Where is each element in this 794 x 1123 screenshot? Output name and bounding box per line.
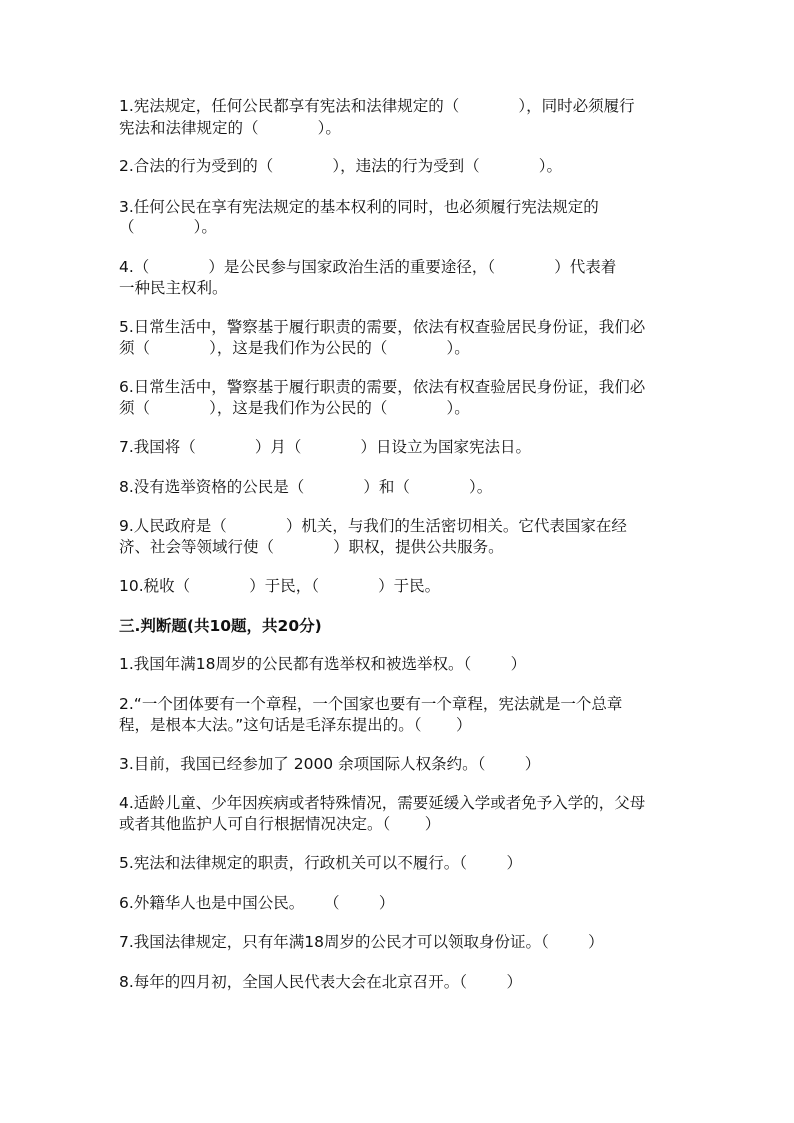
- fill-question-9-line-2: 济、社会等领域行使（ ）职权，提供公共服务。: [119, 538, 504, 556]
- fill-question-1-line-1: 1.宪法规定，任何公民都享有宪法和法律规定的（ ），同时必须履行: [119, 97, 635, 115]
- fill-question-10-line-1: 10.税收（ ）于民，（ ）于民。: [119, 577, 441, 595]
- fill-question-9-line-1: 9.人民政府是（ ）机关，与我们的生活密切相关。它代表国家在经: [119, 517, 627, 535]
- tf-question-1-line-1: 1.我国年满18周岁的公民都有选举权和被选举权。（ ）: [119, 655, 527, 673]
- fill-question-1-line-2: 宪法和法律规定的（ ）。: [119, 119, 341, 137]
- fill-question-7-line-1: 7.我国将（ ）月（ ）日设立为国家宪法日。: [119, 438, 532, 456]
- fill-question-6-line-2: 须（ ），这是我们作为公民的（ ）。: [119, 399, 470, 417]
- tf-question-6-line-1: 6.外籍华人也是中国公民。 （ ）: [119, 894, 395, 912]
- fill-question-3-line-1: 3.任何公民在享有宪法规定的基本权利的同时，也必须履行宪法规定的: [119, 198, 599, 216]
- tf-question-2-line-1: 2.“一个团体要有一个章程，一个国家也要有一个章程，宪法就是一个总章: [119, 695, 623, 713]
- tf-question-3-line-1: 3.目前，我国已经参加了 2000 余项国际人权条约。（ ）: [119, 755, 541, 773]
- fill-question-3-line-2: （ ）。: [119, 218, 217, 236]
- fill-question-5-line-2: 须（ ），这是我们作为公民的（ ）。: [119, 339, 470, 357]
- fill-question-8-line-1: 8.没有选举资格的公民是（ ）和（ ）。: [119, 478, 493, 496]
- tf-question-5-line-1: 5.宪法和法律规定的职责，行政机关可以不履行。（ ）: [119, 854, 522, 872]
- tf-question-2-line-2: 程，是根本大法。”这句话是毛泽东提出的。（ ）: [119, 716, 472, 734]
- fill-question-2-line-1: 2.合法的行为受到的（ ），违法的行为受到（ ）。: [119, 157, 563, 175]
- fill-question-5-line-1: 5.日常生活中，警察基于履行职责的需要，依法有权查验居民身份证，我们必: [119, 318, 646, 336]
- tf-question-7-line-1: 7.我国法律规定，只有年满18周岁的公民才可以领取身份证。（ ）: [119, 933, 604, 951]
- section-title: 三.判断题(共10题，共20分): [119, 617, 322, 635]
- fill-question-4-line-1: 4.（ ）是公民参与国家政治生活的重要途径，（ ）代表着: [119, 258, 617, 276]
- tf-question-4-line-1: 4.适龄儿童、少年因疾病或者特殊情况，需要延缓入学或者免予入学的，父母: [119, 794, 646, 812]
- tf-question-4-line-2: 或者其他监护人可自行根据情况决定。（ ）: [119, 815, 441, 833]
- tf-question-8-line-1: 8.每年的四月初，全国人民代表大会在北京召开。（ ）: [119, 973, 522, 991]
- fill-question-6-line-1: 6.日常生活中，警察基于履行职责的需要，依法有权查验居民身份证，我们必: [119, 378, 646, 396]
- fill-question-4-line-2: 一种民主权利。: [119, 279, 228, 297]
